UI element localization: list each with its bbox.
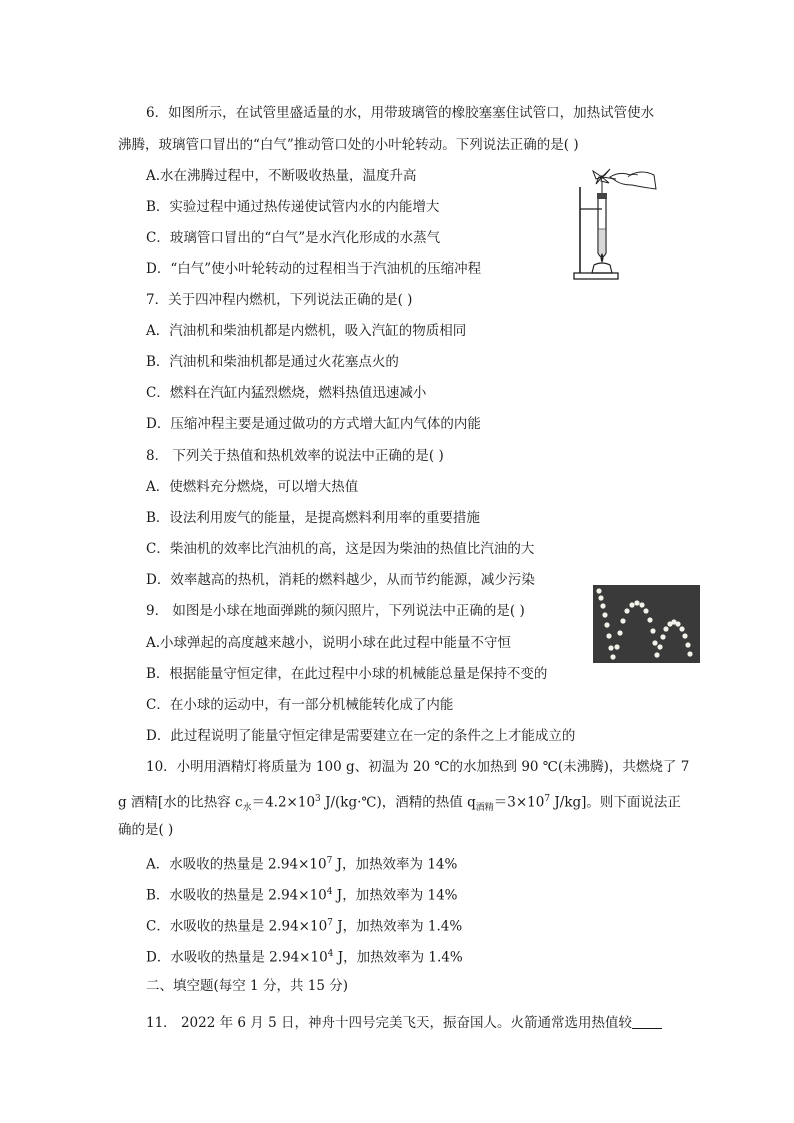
q10-option-b bbox=[146, 883, 458, 905]
q10-a-text2: J，加热效率为 14% bbox=[332, 856, 458, 873]
q7-option-c: C．燃料在汽缸内猛烈燃烧，燃料热值迅速减小 bbox=[146, 385, 427, 401]
bouncing-ball-photo bbox=[593, 585, 700, 663]
q6-option-b: B．实验过程中通过热传递使试管内水的内能增大 bbox=[146, 199, 440, 215]
q10-stem2-part-a: g 酒精[水的比热容 c bbox=[118, 794, 243, 811]
q7-option-b: B．汽油机和柴油机都是通过火花塞点火的 bbox=[146, 354, 399, 370]
q7-option-d: D．压缩冲程主要是通过做功的方式增大缸内气体的内能 bbox=[146, 416, 481, 432]
q10-d-text2: J，加热效率为 1.4% bbox=[333, 949, 463, 966]
q10-c-text: C．水吸收的热量是 2.94×10 bbox=[146, 918, 328, 935]
q10-a-text: A．水吸收的热量是 2.94×10 bbox=[146, 856, 327, 873]
q10-c-text2: J，加热效率为 1.4% bbox=[332, 918, 463, 935]
q6-option-c: C．玻璃管口冒出的“白气”是水汽化形成的水蒸气 bbox=[146, 230, 441, 246]
q10-sup-7: 7 bbox=[544, 794, 551, 804]
q7-stem: 7．关于四冲程内燃机，下列说法正确的是( ) bbox=[146, 292, 413, 308]
q10-stem2-part-d: ＝3×10 bbox=[493, 794, 545, 811]
q10-option-a bbox=[146, 852, 457, 874]
q10-sup-3: 3 bbox=[315, 794, 321, 804]
q10-stem-line2 bbox=[118, 790, 681, 817]
q8-option-a: A．使燃料充分燃烧，可以增大热值 bbox=[146, 479, 359, 495]
q10-stem-line1: 10．小明用酒精灯将质量为 100 g、初温为 20 ℃的水加热到 90 ℃(未沸腾)，共燃烧了 7 bbox=[146, 759, 690, 775]
q6-stem-line2: 沸腾，玻璃管口冒出的“白气”推动管口处的小叶轮转动。下列说法正确的是( ) bbox=[118, 137, 579, 153]
q11-stem-text: 11． 2022 年 6 月 5 日，神舟十四号完美飞天，振奋国人。火箭通常选用热值较 bbox=[146, 1015, 632, 1031]
q10-sub-water: 水 bbox=[242, 803, 252, 814]
q10-d-exp: 4 bbox=[327, 949, 334, 959]
q9-option-c: C．在小球的运动中，有一部分机械能转化成了内能 bbox=[146, 697, 454, 713]
q10-b-exp: 4 bbox=[326, 887, 333, 897]
q10-stem2-part-e: J/kg]。则下面说法正 bbox=[550, 794, 681, 811]
q10-stem-line3: 确的是( ) bbox=[118, 822, 174, 838]
q10-d-text: D．水吸收的热量是 2.94×10 bbox=[146, 949, 328, 966]
q10-stem2-part-b: ＝4.2×10 bbox=[251, 794, 316, 811]
q8-option-b: B．设法利用废气的能量，是提高燃料利用率的重要措施 bbox=[146, 510, 480, 526]
q8-option-d: D．效率越高的热机，消耗的燃料越少，从而节约能源，减少污染 bbox=[146, 572, 535, 588]
q10-a-exp: 7 bbox=[326, 856, 333, 866]
q11-stem bbox=[146, 1014, 662, 1032]
q6-stem-line1: 6．如图所示，在试管里盛适量的水，用带玻璃管的橡胶塞塞住试管口，加热试管使水 bbox=[146, 105, 655, 121]
q10-option-d bbox=[146, 945, 463, 967]
q10-stem2-part-c: J/(kg·℃)，酒精的热值 q bbox=[320, 794, 476, 811]
test-tube-apparatus-figure bbox=[572, 167, 658, 283]
q8-option-c: C．柴油机的效率比汽油机的高，这是因为柴油的热值比汽油的大 bbox=[146, 541, 535, 557]
q10-sub-alcohol: 酒精 bbox=[475, 803, 494, 814]
q9-option-a: A.小球弹起的高度越来越小，说明小球在此过程中能量不守恒 bbox=[146, 635, 512, 651]
q10-option-c bbox=[146, 914, 462, 936]
q9-option-b: B．根据能量守恒定律，在此过程中小球的机械能总量是保持不变的 bbox=[146, 666, 548, 682]
q10-b-text: B．水吸收的热量是 2.94×10 bbox=[146, 887, 327, 904]
q6-option-a: A.水在沸腾过程中，不断吸收热量，温度升高 bbox=[146, 168, 417, 184]
q8-stem: 8． 下列关于热值和热机效率的说法中正确的是( ) bbox=[146, 448, 444, 464]
q9-stem: 9． 如图是小球在地面弹跳的频闪照片，下列说法中正确的是( ) bbox=[146, 603, 525, 619]
q10-b-text2: J，加热效率为 14% bbox=[332, 887, 458, 904]
q9-option-d: D．此过程说明了能量守恒定律是需要建立在一定的条件之上才能成立的 bbox=[146, 728, 576, 744]
q7-option-a: A．汽油机和柴油机都是内燃机，吸入汽缸的物质相同 bbox=[146, 323, 467, 339]
q10-c-exp: 7 bbox=[327, 918, 333, 928]
q6-option-d: D．“白气”使小叶轮转动的过程相当于汽油机的压缩冲程 bbox=[146, 261, 482, 277]
section-heading-fill-in: 二、填空题(每空 1 分，共 15 分) bbox=[146, 978, 348, 994]
q11-blank[interactable] bbox=[632, 1014, 662, 1029]
